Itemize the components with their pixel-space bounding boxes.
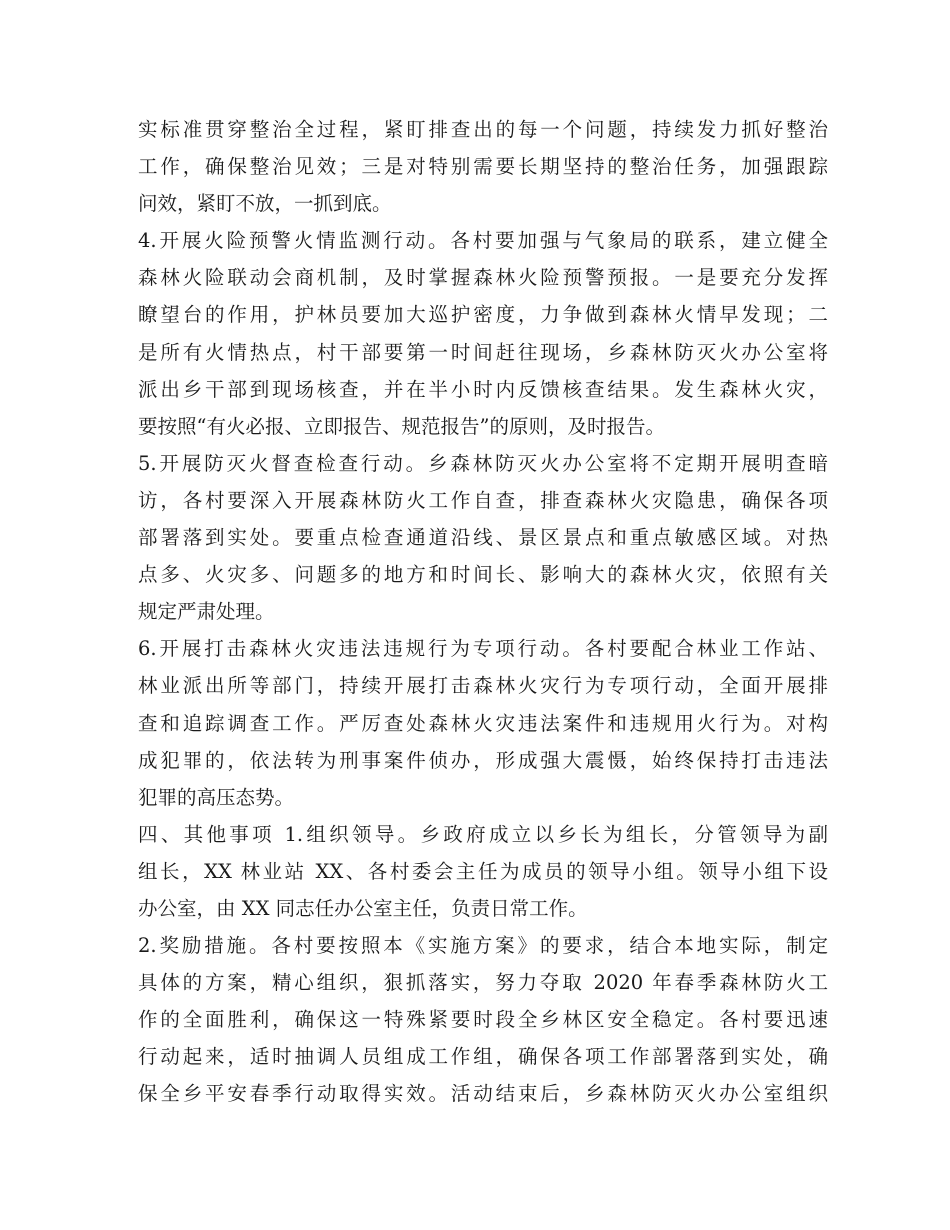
- text-line: 规定严肃处理。: [138, 600, 275, 624]
- text-line: 2.奖励措施。各村要按照本《实施方案》的要求，结合本地实际，制定: [138, 934, 828, 958]
- text-line: 办公室，由 XX 同志任办公室主任，负责日常工作。: [138, 896, 588, 920]
- document-body: [138, 111, 828, 1113]
- text-line: 查和追踪调查工作。严厉查处森林火灾违法案件和违规用火行为。对构: [138, 711, 828, 735]
- text-line: 成犯罪的，依法转为刑事案件侦办，形成强大震慑，始终保持打击违法: [138, 748, 828, 772]
- text-line: 派出乡干部到现场核查，并在半小时内反馈核查结果。发生森林火灾，: [138, 377, 828, 401]
- text-line: 部署落到实处。要重点检查通道沿线、景区景点和重点敏感区域。对热: [138, 526, 828, 550]
- text-line: 组长，XX 林业站 XX、各村委会主任为成员的领导小组。领导小组下设: [138, 859, 828, 883]
- text-line: 问效，紧盯不放，一抓到底。: [138, 192, 392, 216]
- text-line: 林业派出所等部门，持续开展打击森林火灾行为专项行动，全面开展排: [138, 674, 828, 698]
- text-line: 行动起来，适时抽调人员组成工作组，确保各项工作部署落到实处，确: [138, 1045, 828, 1069]
- text-line: 具体的方案，精心组织，狠抓落实，努力夺取 2020 年春季森林防火工: [138, 971, 828, 995]
- text-line: 四、其他事项 1.组织领导。乡政府成立以乡长为组长，分管领导为副: [138, 822, 828, 846]
- text-line: 瞭望台的作用，护林员要加大巡护密度，力争做到森林火情早发现；二: [138, 303, 828, 327]
- text-line: 点多、火灾多、问题多的地方和时间长、影响大的森林火灾，依照有关: [138, 563, 828, 587]
- text-line: 6.开展打击森林火灾违法违规行为专项行动。各村要配合林业工作站、: [138, 637, 828, 661]
- text-line: 工作，确保整治见效；三是对特别需要长期坚持的整治任务，加强跟踪: [138, 155, 828, 179]
- text-line: 5.开展防灭火督查检查行动。乡森林防灭火办公室将不定期开展明查暗: [138, 451, 828, 475]
- text-line: 犯罪的高压态势。: [138, 785, 295, 809]
- text-line: 访，各村要深入开展森林防火工作自查，排查森林火灾隐患，确保各项: [138, 488, 828, 512]
- text-line: 作的全面胜利，确保这一特殊紧要时段全乡林区安全稳定。各村要迅速: [138, 1008, 828, 1032]
- text-line: 是所有火情热点，村干部要第一时间赶往现场，乡森林防灭火办公室将: [138, 340, 828, 364]
- text-line: 森林火险联动会商机制，及时掌握森林火险预警预报。一是要充分发挥: [138, 266, 828, 290]
- text-line: 实标准贯穿整治全过程，紧盯排查出的每一个问题，持续发力抓好整治: [138, 118, 828, 141]
- text-line: 保全乡平安春季行动取得实效。活动结束后，乡森林防灭火办公室组织: [138, 1082, 828, 1106]
- text-line: 4.开展火险预警火情监测行动。各村要加强与气象局的联系，建立健全: [138, 229, 828, 253]
- text-line: 要按照“有火必报、立即报告、规范报告”的原则，及时报告。: [138, 414, 665, 438]
